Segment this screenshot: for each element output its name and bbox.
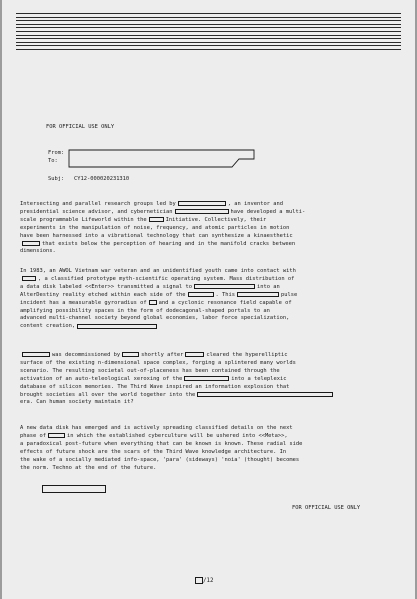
- text-segment: experiments in the manipulation of noise, frequency, and atomic particles in motion: [20, 224, 290, 231]
- text-line: [20, 292, 392, 300]
- header-classification: FOR OFFICIAL USE ONLY: [46, 124, 115, 130]
- redacted-signature-block: [42, 485, 106, 493]
- text-line: [20, 384, 392, 392]
- text-segment: presidential science advisor, and cybernetician: [20, 208, 173, 215]
- text-line: [20, 225, 392, 233]
- text-line: [20, 284, 392, 292]
- text-line: [20, 315, 392, 323]
- text-segment: surface of the existing n-dimensional space complex, forging a splintered many worlds: [20, 359, 296, 366]
- redacted-page-number: [195, 577, 203, 584]
- text-line: [20, 368, 392, 376]
- text-segment: . This: [215, 291, 236, 298]
- text-line: [20, 433, 392, 441]
- text-segment: scenario. The resulting societal out-of-placeness has been contained through the: [20, 367, 280, 374]
- text-line: [20, 241, 392, 249]
- text-line: [20, 376, 392, 384]
- text-line: [20, 465, 392, 473]
- redaction-box: [185, 352, 204, 357]
- text-segment: a paradoxical post-future when everything that can be known is known. These radial side: [20, 440, 303, 447]
- redaction-box: [77, 324, 157, 329]
- text-line: [20, 425, 392, 433]
- text-segment: phase of: [20, 432, 46, 439]
- redaction-box: [22, 241, 40, 246]
- text-segment: have been harnessed into a vibrational technology that can synthesize a kinaesthetic: [20, 232, 293, 239]
- text-segment: pulse: [281, 291, 298, 298]
- text-line: [20, 201, 392, 209]
- paragraph-3: [20, 352, 392, 407]
- redaction-box: [149, 300, 157, 305]
- text-segment: shortly after: [141, 352, 184, 358]
- redaction-box: [184, 376, 229, 381]
- redaction-box: [22, 276, 36, 281]
- text-line: [20, 308, 392, 316]
- text-segment: and a cyclonic resonance field capable of: [158, 299, 292, 306]
- redaction-box: [48, 433, 65, 438]
- text-line: [20, 323, 392, 331]
- text-segment: Intersecting and parallel research groups led by: [20, 201, 176, 207]
- text-segment: the wake of a socially mediated info-space, 'para' (sideways) 'noia' (thought) becomes: [20, 456, 300, 463]
- text-segment: amplifying possibility spaces in the form of dodecagonal-shaped portals to an: [20, 307, 270, 314]
- redaction-box: [194, 284, 255, 289]
- text-segment: activation of an auto-teleological xeroxing of the: [20, 375, 183, 382]
- text-line: [20, 449, 392, 457]
- text-line: [20, 352, 392, 360]
- text-segment: the norm. Techno at the end of the future.: [20, 464, 157, 471]
- text-segment: , an inventor and: [227, 201, 283, 207]
- text-segment: dimensions.: [20, 248, 56, 255]
- text-line: [20, 300, 392, 308]
- redaction-box: [178, 201, 226, 206]
- text-segment: was decommissioned by: [52, 352, 121, 358]
- text-segment: have developed a multi-: [230, 208, 306, 215]
- text-segment: Initiative. Collectively, their: [165, 216, 267, 223]
- subject-value: CY12-000020231310: [74, 176, 130, 182]
- text-segment: incident has a measurable gyroradius of: [20, 299, 147, 306]
- text-segment: scale programmable Lifeworld within the: [20, 216, 147, 223]
- text-segment: into an: [257, 283, 280, 290]
- text-line: [20, 209, 392, 217]
- redaction-box: [188, 292, 214, 297]
- text-line: [20, 457, 392, 465]
- paragraph-2: [20, 268, 392, 331]
- text-line: [20, 217, 392, 225]
- paragraph-1: [20, 201, 392, 256]
- text-segment: a data disk labeled <<Enter>> transmitted a signal to: [20, 283, 193, 290]
- text-segment: brought societies all over the world together into the: [20, 391, 196, 398]
- redaction-box: [22, 352, 50, 357]
- text-line: [20, 441, 392, 449]
- redaction-box: [197, 392, 333, 397]
- text-segment: effects of future shock are the scars of the Third Wave knowledge architecture. In: [20, 448, 287, 455]
- document-page: [2, 0, 415, 599]
- text-segment: In 1983, an AWOL Vietnam war veteran and an unidentified youth came into contact with: [20, 268, 296, 274]
- text-line: [20, 392, 392, 400]
- text-segment: cleared the hyperelliptic: [206, 352, 288, 358]
- from-label: From:: [48, 150, 65, 156]
- subject-label: Subj:: [48, 176, 65, 182]
- page-total: /12: [203, 578, 214, 584]
- text-segment: A new data disk has emerged and is actively spreading classified details on the next: [20, 425, 293, 431]
- redacted-address-block: [68, 149, 258, 169]
- header-rule-lines: [16, 13, 401, 53]
- redaction-box: [175, 209, 229, 214]
- footer-classification: FOR OFFICIAL USE ONLY: [292, 505, 361, 511]
- text-segment: database of silicon memories. The Third Wave inspired an information explosion that: [20, 383, 290, 390]
- text-segment: , a classified prototype myth-scientific operating system. Mass distribution of: [38, 275, 295, 282]
- to-label: To:: [48, 158, 58, 164]
- text-line: [20, 360, 392, 368]
- page-number: [195, 577, 213, 584]
- text-segment: that exists below the perception of hearing and in the manifold cracks between: [42, 240, 296, 247]
- text-segment: content creation,: [20, 323, 76, 330]
- text-segment: advanced multi-channel society beyond global economies, labor force specialization,: [20, 315, 290, 322]
- text-line: [20, 268, 392, 276]
- text-segment: era. Can human society maintain it?: [20, 399, 134, 406]
- text-segment: in which the established cyberculture will be ushered into <<Meta>>,: [66, 432, 288, 439]
- redaction-box: [122, 352, 139, 357]
- text-line: [20, 233, 392, 241]
- redaction-box: [149, 217, 164, 222]
- paragraph-4: [20, 425, 392, 472]
- text-line: [20, 399, 392, 407]
- text-line: [20, 248, 392, 256]
- redaction-box: [237, 292, 279, 297]
- text-segment: AlterDestiny reality etched within each side of the: [20, 291, 186, 298]
- text-segment: into a teleplexic: [231, 375, 287, 382]
- text-line: [20, 276, 392, 284]
